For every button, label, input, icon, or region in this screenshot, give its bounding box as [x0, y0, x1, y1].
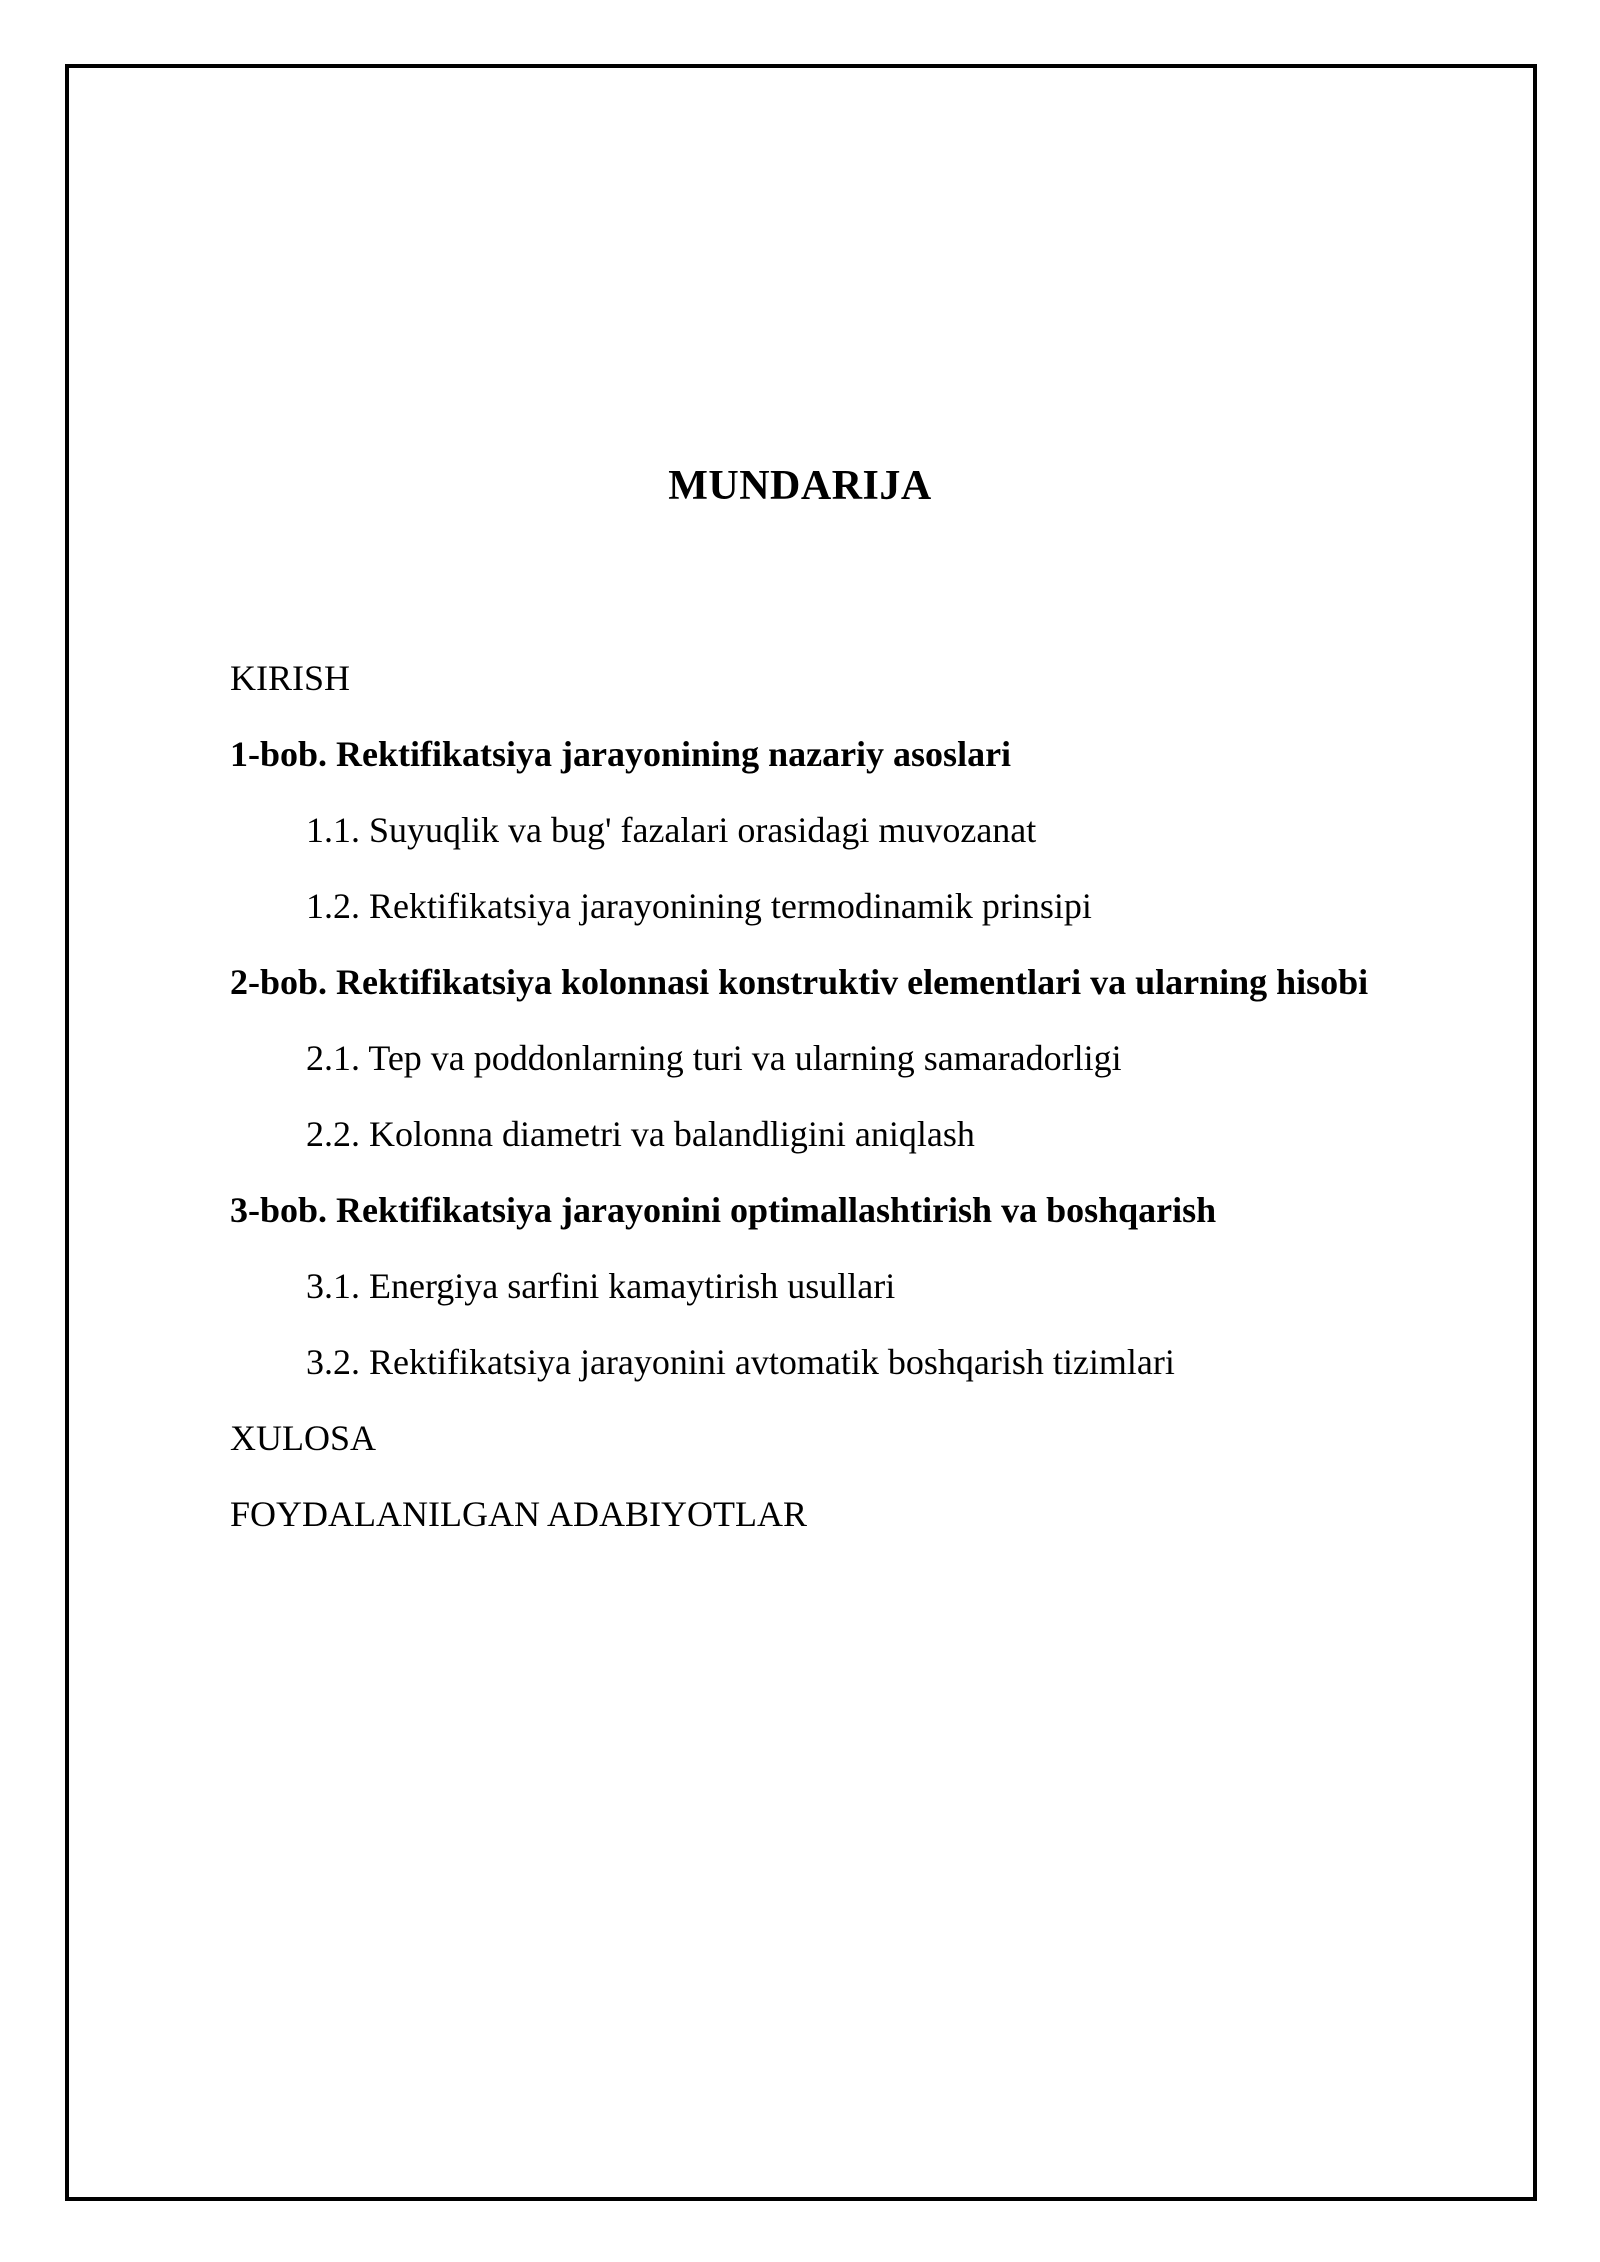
page-title: MUNDARIJA: [668, 463, 932, 509]
toc-entry-xulosa: XULOSA: [230, 1418, 377, 1458]
toc-section-2-1: 2.1. Tep va poddonlarning turi va ularning samaradorligi: [306, 1038, 1122, 1078]
toc-entry-adabiyotlar: FOYDALANILGAN ADABIYOTLAR: [230, 1494, 807, 1534]
toc-chapter-3: 3-bob. Rektifikatsiya jarayonini optimallashtirish va boshqarish: [230, 1190, 1217, 1230]
toc-section-3-2: 3.2. Rektifikatsiya jarayonini avtomatik boshqarish tizimlari: [306, 1342, 1175, 1382]
table-of-contents: [230, 640, 1530, 1552]
toc-section-1-1: 1.1. Suyuqlik va bug' fazalari orasidagi muvozanat: [306, 810, 1037, 850]
toc-entry-kirish: KIRISH: [230, 658, 351, 698]
toc-section-1-2: 1.2. Rektifikatsiya jarayonining termodinamik prinsipi: [306, 886, 1092, 926]
toc-chapter-1: 1-bob. Rektifikatsiya jarayonining nazariy asoslari: [230, 734, 1012, 774]
toc-chapter-2: 2-bob. Rektifikatsiya kolonnasi konstruktiv elementlari va ularning hisobi: [230, 962, 1369, 1002]
toc-section-3-1: 3.1. Energiya sarfini kamaytirish usullari: [306, 1266, 896, 1306]
toc-section-2-2: 2.2. Kolonna diametri va balandligini aniqlash: [306, 1114, 975, 1154]
